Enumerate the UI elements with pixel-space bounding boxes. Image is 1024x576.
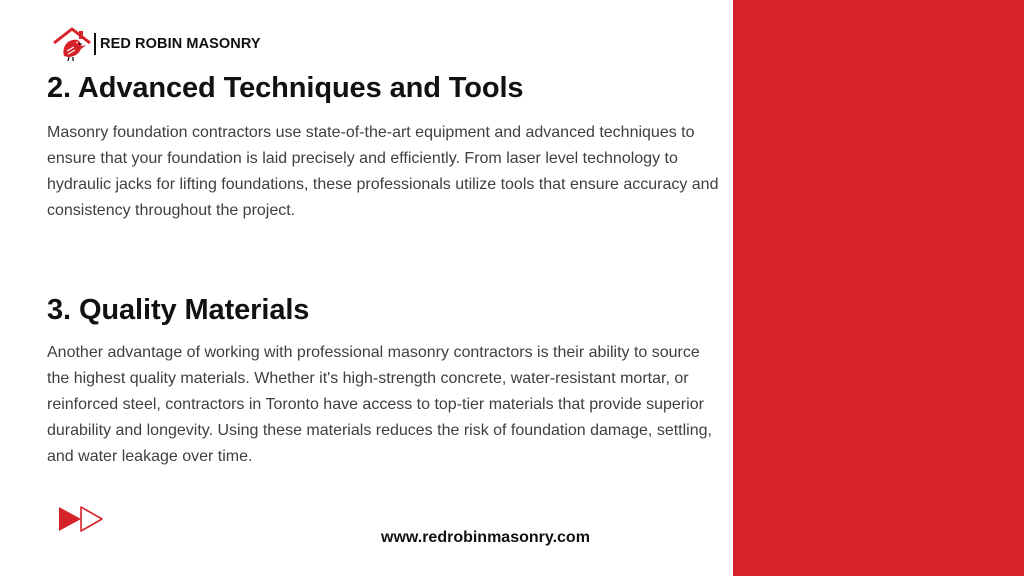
section-body-techniques: Masonry foundation contractors use state-of-the-art equipment and advanced techniques to ensure that your foundation is laid precisely and efficiently. From laser level technology to hydraulic jacks for lifting foundations, these professionals utilize tools that ensure accuracy and consistency throughout the project. <box>47 124 719 219</box>
brand-name: RED ROBIN MASONRY <box>100 36 261 52</box>
red-side-panel <box>733 0 1024 576</box>
website-link[interactable]: www.redrobinmasonry.com <box>381 529 590 546</box>
section-heading-materials: 3. Quality Materials <box>47 294 310 326</box>
double-play-arrow-icon[interactable] <box>57 505 105 538</box>
robin-house-logo-icon <box>52 26 92 62</box>
section-body-materials: Another advantage of working with professional masonry contractors is their ability to source the highest quality materials. Whether it's high-strength concrete, water-resistant mortar, or reinforced steel, contractors in Toronto have access to top-tier materials that provide superior durability and longevity. Using these materials reduces the risk of foundation damage, settling, and water leakage over time. <box>47 344 712 465</box>
section-heading-techniques: 2. Advanced Techniques and Tools <box>47 72 524 104</box>
brand-logo[interactable] <box>52 26 261 62</box>
brand-divider <box>94 33 96 55</box>
